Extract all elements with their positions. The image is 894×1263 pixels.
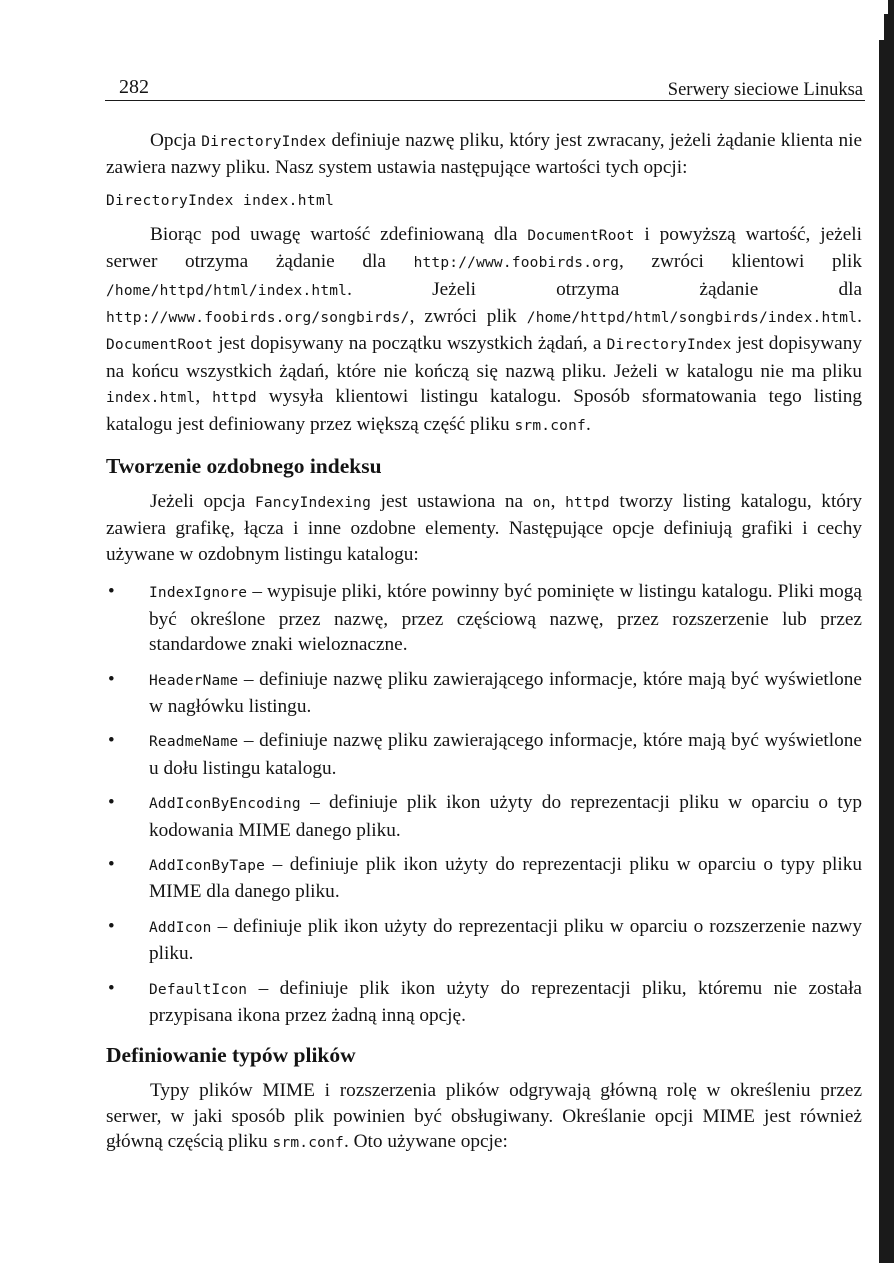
list-item: • IndexIgnore – wypisuje pliki, które powinny być pominięte w listingu katalogu. Pliki mogą być określone przez nazwę, przez częściową nazwę, przez rozszerzenie lub przez standardowe znaki wieloznaczne.	[108, 581, 862, 656]
option-name: DefaultIcon	[149, 981, 248, 998]
inline-code: srm.conf	[514, 417, 586, 434]
code-example: DirectoryIndex index.html	[106, 192, 335, 209]
paragraph-directoryindex: Opcja DirectoryIndex definiuje nazwę pliku, który jest zwracany, jeżeli żądanie klienta nie zawiera nazwy pliku. Nasz system ustawia następujące wartości tych opcji:	[106, 130, 863, 179]
list-item: • HeaderName – definiuje nazwę pliku zawierającego informacje, które mają być wyświetlone w nagłówku listingu.	[108, 668, 862, 717]
paragraph-mime-types: Typy plików MIME i rozszerzenia plików odgrywają główną rolę w określeniu przez serwer, w jaki sposób plik powinien być obsługiwany. Określanie opcji MIME jest również główną częścią pliku srm.conf. Oto używane opcje:	[106, 1080, 862, 1153]
fancy-index-options-list	[106, 579, 862, 1028]
inline-code: http://www.foobirds.org/songbirds/	[106, 310, 410, 327]
inline-code: DocumentRoot	[106, 337, 214, 354]
inline-code: FancyIndexing	[254, 495, 372, 512]
bullet-icon: •	[108, 915, 115, 937]
inline-code: DocumentRoot	[527, 227, 635, 244]
inline-code: http://www.foobirds.org	[413, 255, 619, 272]
inline-code: /home/httpd/html/songbirds/index.html	[526, 310, 858, 327]
header-rule	[105, 100, 865, 101]
bullet-icon: •	[108, 792, 115, 814]
running-title: Serwery sieciowe Linuksa	[667, 80, 863, 100]
inline-code: DirectoryIndex	[201, 134, 327, 150]
option-name: AddIconByTape	[149, 857, 266, 874]
inline-code: httpd	[565, 495, 610, 512]
list-item: • ReadmeName – definiuje nazwę pliku zawierającego informacje, które mają być wyświetlone u dołu listingu katalogu.	[108, 730, 862, 779]
inline-code: DirectoryIndex	[606, 337, 732, 354]
page-edge-shadow	[872, 0, 894, 1263]
inline-code: /home/httpd/html/index.html	[106, 282, 348, 299]
bullet-icon: •	[108, 581, 115, 603]
list-item: • AddIcon – definiuje plik ikon użyty do reprezentacji pliku w oparciu o rozszerzenie nazwy pliku.	[108, 915, 862, 965]
option-name: IndexIgnore	[149, 585, 248, 602]
inline-code: index.html	[106, 390, 196, 407]
option-name: HeaderName	[149, 672, 239, 689]
page-header	[105, 76, 863, 100]
option-name: AddIcon	[149, 919, 212, 936]
bullet-icon: •	[108, 977, 115, 999]
bullet-icon: •	[108, 853, 115, 875]
inline-code: srm.conf	[272, 1135, 344, 1152]
paragraph-fancyindexing: Jeżeli opcja FancyIndexing jest ustawiona na on, httpd tworzy listing katalogu, który zawiera grafikę, łącza i inne ozdobne elementy. Następujące opcje definiują grafiki i cechy używane w ozdobnym listingu katalogu:	[106, 491, 863, 565]
bullet-icon: •	[108, 730, 115, 752]
section-heading-file-types: Definiowanie typów plików	[106, 1043, 356, 1068]
page-number: 282	[119, 76, 149, 98]
list-item: • AddIconByTape – definiuje plik ikon użyty do reprezentacji pliku w oparciu o typy pliku MIME dla danego pliku.	[108, 853, 862, 903]
paragraph-documentroot: Biorąc pod uwagę wartość zdefiniowaną dla DocumentRoot i powyższą wartość, jeżeli serwer otrzyma żądanie dla http://www.foobirds.org, zwróci klientowi plik /home/httpd/html/index.html. Jeżeli otrzyma żądanie dla http://www.foobirds.org/songbirds/, zwróci plik /home/httpd/html/songbirds/index.html. DocumentRoot jest dopisywany na początku wszystkich żądań, a DirectoryIndex jest dopisywany na końcu wszystkich żądań, które nie kończą się nazwą pliku. Jeżeli w katalogu nie ma pliku index.html, httpd wysyła klientowi listingu katalogu. Sposób sformatowania tego listing katalogu jest definiowany przez większą część pliku srm.conf.	[106, 223, 863, 435]
list-item: • DefaultIcon – definiuje plik ikon użyty do reprezentacji pliku, któremu nie została przypisana ikona przez żadną inną opcję.	[108, 977, 862, 1026]
section-heading-fancy-index: Tworzenie ozdobnego indeksu	[106, 454, 382, 479]
inline-code: on	[532, 495, 551, 512]
page-body	[106, 128, 862, 1157]
option-name: AddIconByEncoding	[149, 796, 301, 813]
inline-code: httpd	[212, 390, 257, 407]
bullet-icon: •	[108, 668, 115, 690]
option-name: ReadmeName	[149, 734, 239, 751]
list-item: • AddIconByEncoding – definiuje plik ikon użyty do reprezentacji pliku w oparciu o typ kodowania MIME danego pliku.	[108, 792, 862, 841]
